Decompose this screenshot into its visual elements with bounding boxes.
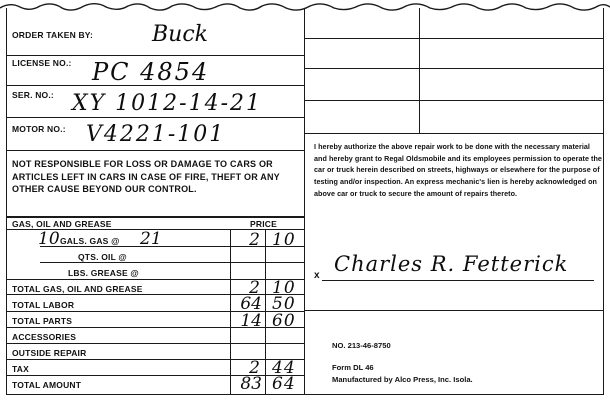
torn-paper-edge — [0, 0, 610, 14]
row-rule-accessories — [6, 343, 304, 344]
bottom-border — [6, 394, 604, 395]
outside-repair-label: OUTSIDE REPAIR — [12, 348, 87, 358]
right-grid-row-1 — [304, 38, 604, 39]
center-divider — [304, 8, 305, 395]
liability-notice: NOT RESPONSIBLE FOR LOSS OR DAMAGE TO CARS OR ARTICLES LEFT IN CARS IN CASE OF FIRE, THEFT OR ANY OTHER CAUSE BEYOND OUR CONTROL. — [12, 159, 280, 194]
license-label: LICENSE NO.: — [12, 58, 72, 68]
row-rule-oil — [40, 262, 304, 263]
grease-label: LBS. GREASE @ — [68, 268, 139, 278]
total-gog-dollars: 2 — [249, 278, 260, 298]
gog-header-label: GAS, OIL AND GREASE — [12, 219, 112, 229]
order-taken-by-value: Buck — [152, 22, 208, 47]
total-amount-label: TOTAL AMOUNT — [12, 380, 82, 390]
field-divider-3 — [6, 117, 304, 118]
field-divider-4 — [6, 150, 304, 151]
authorization-text: I hereby authorize the above repair work to be done with the necessary material and hereby grant to Regal Oldsmobile and its employees permission to operate the car or truck herein described on streets, highways or elsewhere for the purpose of testing and/or inspection. An express mechanic's lien is hereby acknowledged on above car or truck to secure the amount of repairs thereto. — [314, 142, 602, 198]
tax-dollars: 2 — [249, 358, 260, 378]
license-value: PC 4854 — [92, 58, 210, 86]
tax-cents: 44 — [272, 358, 296, 378]
parts-label: TOTAL PARTS — [12, 316, 73, 326]
gas-rate: 21 — [140, 229, 162, 249]
charges-top-rule — [6, 216, 304, 218]
accessories-label: ACCESSORIES — [12, 332, 77, 342]
labor-label: TOTAL LABOR — [12, 300, 75, 310]
signature-x-mark: x — [314, 270, 320, 281]
customer-signature: Charles R. Fetterick — [334, 252, 569, 276]
row-rule-gas — [40, 246, 304, 247]
ser-label: SER. NO.: — [12, 90, 54, 100]
right-grid-row-4 — [304, 133, 604, 134]
footer-divider — [304, 310, 604, 311]
labor-dollars: 64 — [240, 294, 262, 314]
right-border — [603, 8, 604, 395]
right-grid-row-3 — [304, 100, 604, 101]
total-gog-cents: 10 — [272, 278, 296, 298]
gas-label: GALS. GAS @ — [60, 236, 120, 246]
tax-label: TAX — [12, 364, 29, 374]
order-taken-by-label: ORDER TAKEN BY: — [12, 30, 94, 40]
oil-label: QTS. OIL @ — [78, 252, 127, 262]
gas-cents: 10 — [272, 230, 296, 250]
gas-quantity: 10 — [38, 229, 60, 249]
price-header-label: PRICE — [250, 219, 277, 229]
footer-form: Form DL 46 — [332, 363, 374, 372]
left-border — [6, 8, 7, 395]
labor-cents: 50 — [272, 294, 296, 314]
field-divider-1 — [6, 55, 304, 56]
motor-label: MOTOR NO.: — [12, 124, 66, 134]
signature-line — [322, 280, 594, 281]
right-grid-row-2 — [304, 68, 604, 69]
motor-value: V4221-101 — [86, 122, 226, 147]
total-dollars: 83 — [240, 374, 262, 394]
parts-cents: 60 — [272, 311, 296, 331]
footer-manufacturer: Manufactured by Alco Press, Inc. Isola. — [332, 375, 473, 384]
parts-dollars: 14 — [240, 311, 262, 331]
total-gog-label: TOTAL GAS, OIL AND GREASE — [12, 284, 143, 294]
total-cents: 64 — [272, 374, 296, 394]
ser-value: XY 1012-14-21 — [72, 91, 263, 116]
gas-dollars: 2 — [249, 230, 260, 250]
footer-number: NO. 213-46-8750 — [332, 341, 391, 350]
right-grid-col — [419, 8, 420, 133]
